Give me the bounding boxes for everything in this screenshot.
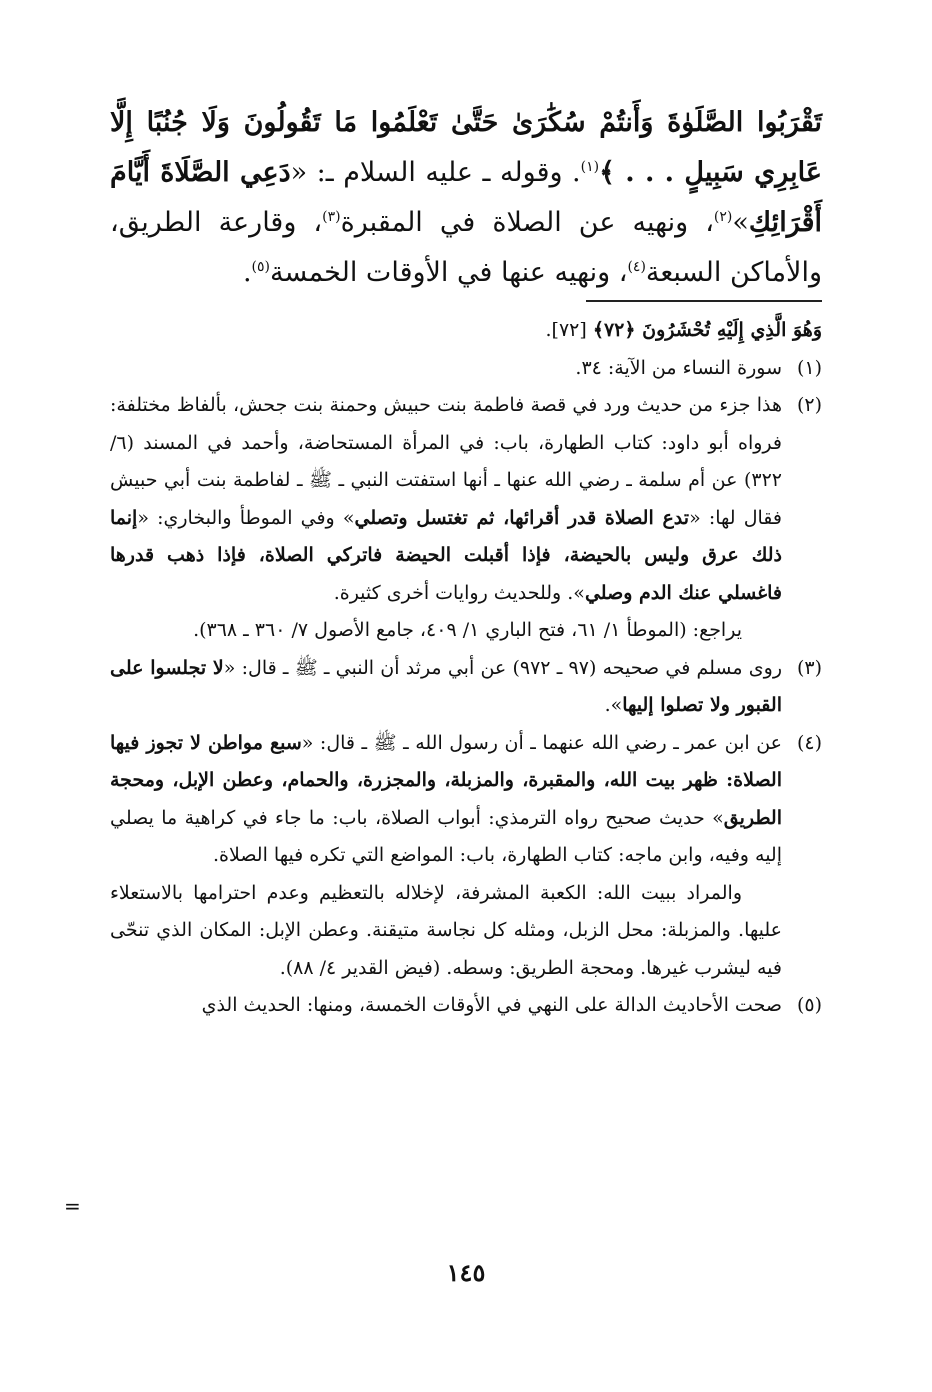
page-number: ١٤٥ xyxy=(446,1258,486,1287)
footnotes xyxy=(110,312,822,1025)
footnote-4: (٤) عن ابن عمر ـ رضي الله عنهما ـ أن رسول الله ـ ﷺ ـ قال: «سبع مواطن لا تجوز فيها الصلاة: ظهر بيت الله، والمقبرة، والمزبلة، والمجزرة، والحمام، وعطن الإبل، ومحجة الطريق» حديث صحيح رواه الترمذي: أبواب الصلاة، باب: ما جاء في كراهية ما يصلي إليه وفيه، وابن ماجه: كتاب الطهارة، باب: المواضع التي تكره فيها الصلاة. والمراد ببيت الله: الكعبة المشرفة، لإخلاله بالتعظيم وعدم احترامها بالاستعلاء عليها. والمزبلة: محل الزبل، ومثله كل نجاسة متيقنة. وعطن الإبل: المكان الذي تنحّى فيه ليشرب غيرها. ومحجة الطريق: وسطه. (فيض القدير ٤/ ٨٨). xyxy=(110,725,822,988)
footnote-ref-2: (٢) xyxy=(713,209,733,225)
footnote-5: (٥) صحت الأحاديث الدالة على النهي في الأوقات الخمسة، ومنها: الحديث الذي xyxy=(110,987,822,1025)
quran-verse: تَقْرَبُوا الصَّلَوٰةَ وَأَنتُمْ سُكَٰرَىٰ حَتَّىٰ تَعْلَمُوا مَا تَقُولُونَ وَلَا جُنُبًا إِلَّا عَابِرِي سَبِيلٍ . . . ﴾ xyxy=(110,107,822,188)
footnote-number: (٥) xyxy=(796,994,822,1016)
main-text xyxy=(110,98,822,298)
footnote-1: (١) سورة النساء من الآية: ٣٤. xyxy=(110,350,822,388)
footnote-number: (١) xyxy=(796,356,822,379)
footnote-number: (٣) xyxy=(796,656,822,679)
footnote-2: (٢) هذا جزء من حديث ورد في قصة فاطمة بنت حبيش وحمنة بنت جحش، بألفاظ مختلفة: فرواه أبو داود: كتاب الطهارة، باب: في المرأة المستحاضة، وأحمد في المسند (٦/ ٣٢٢) عن أم سلمة ـ رضي الله عنها ـ أنها استفتت النبي ـ ﷺ ـ لفاطمة بنت أبي حبيش فقال لها: «تدع الصلاة قدر أقرائها، ثم تغتسل وتصلي» وفي الموطأ والبخاري: «إنما ذلك عرق وليس بالحيضة، فإذا أقبلت الحيضة فاتركي الصلاة، فإذا ذهب قدرها فاغسلي عنك الدم وصلي». وللحديث روايات أخرى كثيرة. يراجع: (الموطأ ١/ ٦١، فتح الباري ١/ ٤٠٩، جامع الأصول ٧/ ٣٦٠ ـ ٣٦٨). xyxy=(110,387,822,650)
footnote-number: (٢) xyxy=(796,394,822,416)
continuation-mark: = xyxy=(64,1194,81,1218)
hadith-quote: دَعِي الصَّلَاةَ أَيَّامَ أَقْرَائِكِ xyxy=(110,157,822,238)
footnote-carry-over: وَهُوَ الَّذِي إِلَيْهِ تُحْشَرُونَ ﴿٧٢﴾ [٧٢]. xyxy=(545,319,822,341)
footnote-citation: يراجع: (الموطأ ١/ ٦١، فتح الباري ١/ ٤٠٩، جامع الأصول ٧/ ٣٦٠ ـ ٣٦٨). xyxy=(193,619,742,641)
footnote-ref-1: (١) xyxy=(580,159,600,175)
footnote-ref-4: (٤) xyxy=(627,259,646,275)
footnote-explanation: والمراد ببيت الله: الكعبة المشرفة، لإخلاله بالتعظيم وعدم احترامها بالاستعلاء عليها. والمزبلة: محل الزبل، ومثله كل نجاسة متيقنة. وعطن الإبل: المكان الذي تنحّى فيه ليشرب غيرها. ومحجة الطريق: وسطه. (فيض القدير ٤/ ٨٨). xyxy=(110,881,782,979)
footnote-3: (٣) روى مسلم في صحيحه (٩٧ ـ ٩٧٢) عن أبي مرثد أن النبي ـ ﷺ ـ قال: «لا تجلسوا على القبور ولا تصلوا إليها». xyxy=(110,650,822,725)
footnote-ref-5: (٥) xyxy=(251,259,271,275)
footnote-ref-3: (٣) xyxy=(322,209,341,225)
footnote-separator xyxy=(586,300,822,302)
main-paragraph: تَقْرَبُوا الصَّلَوٰةَ وَأَنتُمْ سُكَٰرَىٰ حَتَّىٰ تَعْلَمُوا مَا تَقُولُونَ وَلَا جُنُبًا إِلَّا عَابِرِي سَبِيلٍ . . . ﴾$^{(١)}$. وقوله ـ عليه السلام ـ: «دَعِي الصَّلَاةَ أَيَّامَ أَقْرَائِكِ»$^{(٢)}$، ونهيه عن الصلاة في المقبرة$^{(٣)}$، وقارعة الطريق، والأماكن السبعة$^{(٤)}$، ونهيه عنها في الأوقات الخمسة$^{(٥)}$. xyxy=(110,107,822,288)
footnote-number: (٤) xyxy=(796,731,822,754)
